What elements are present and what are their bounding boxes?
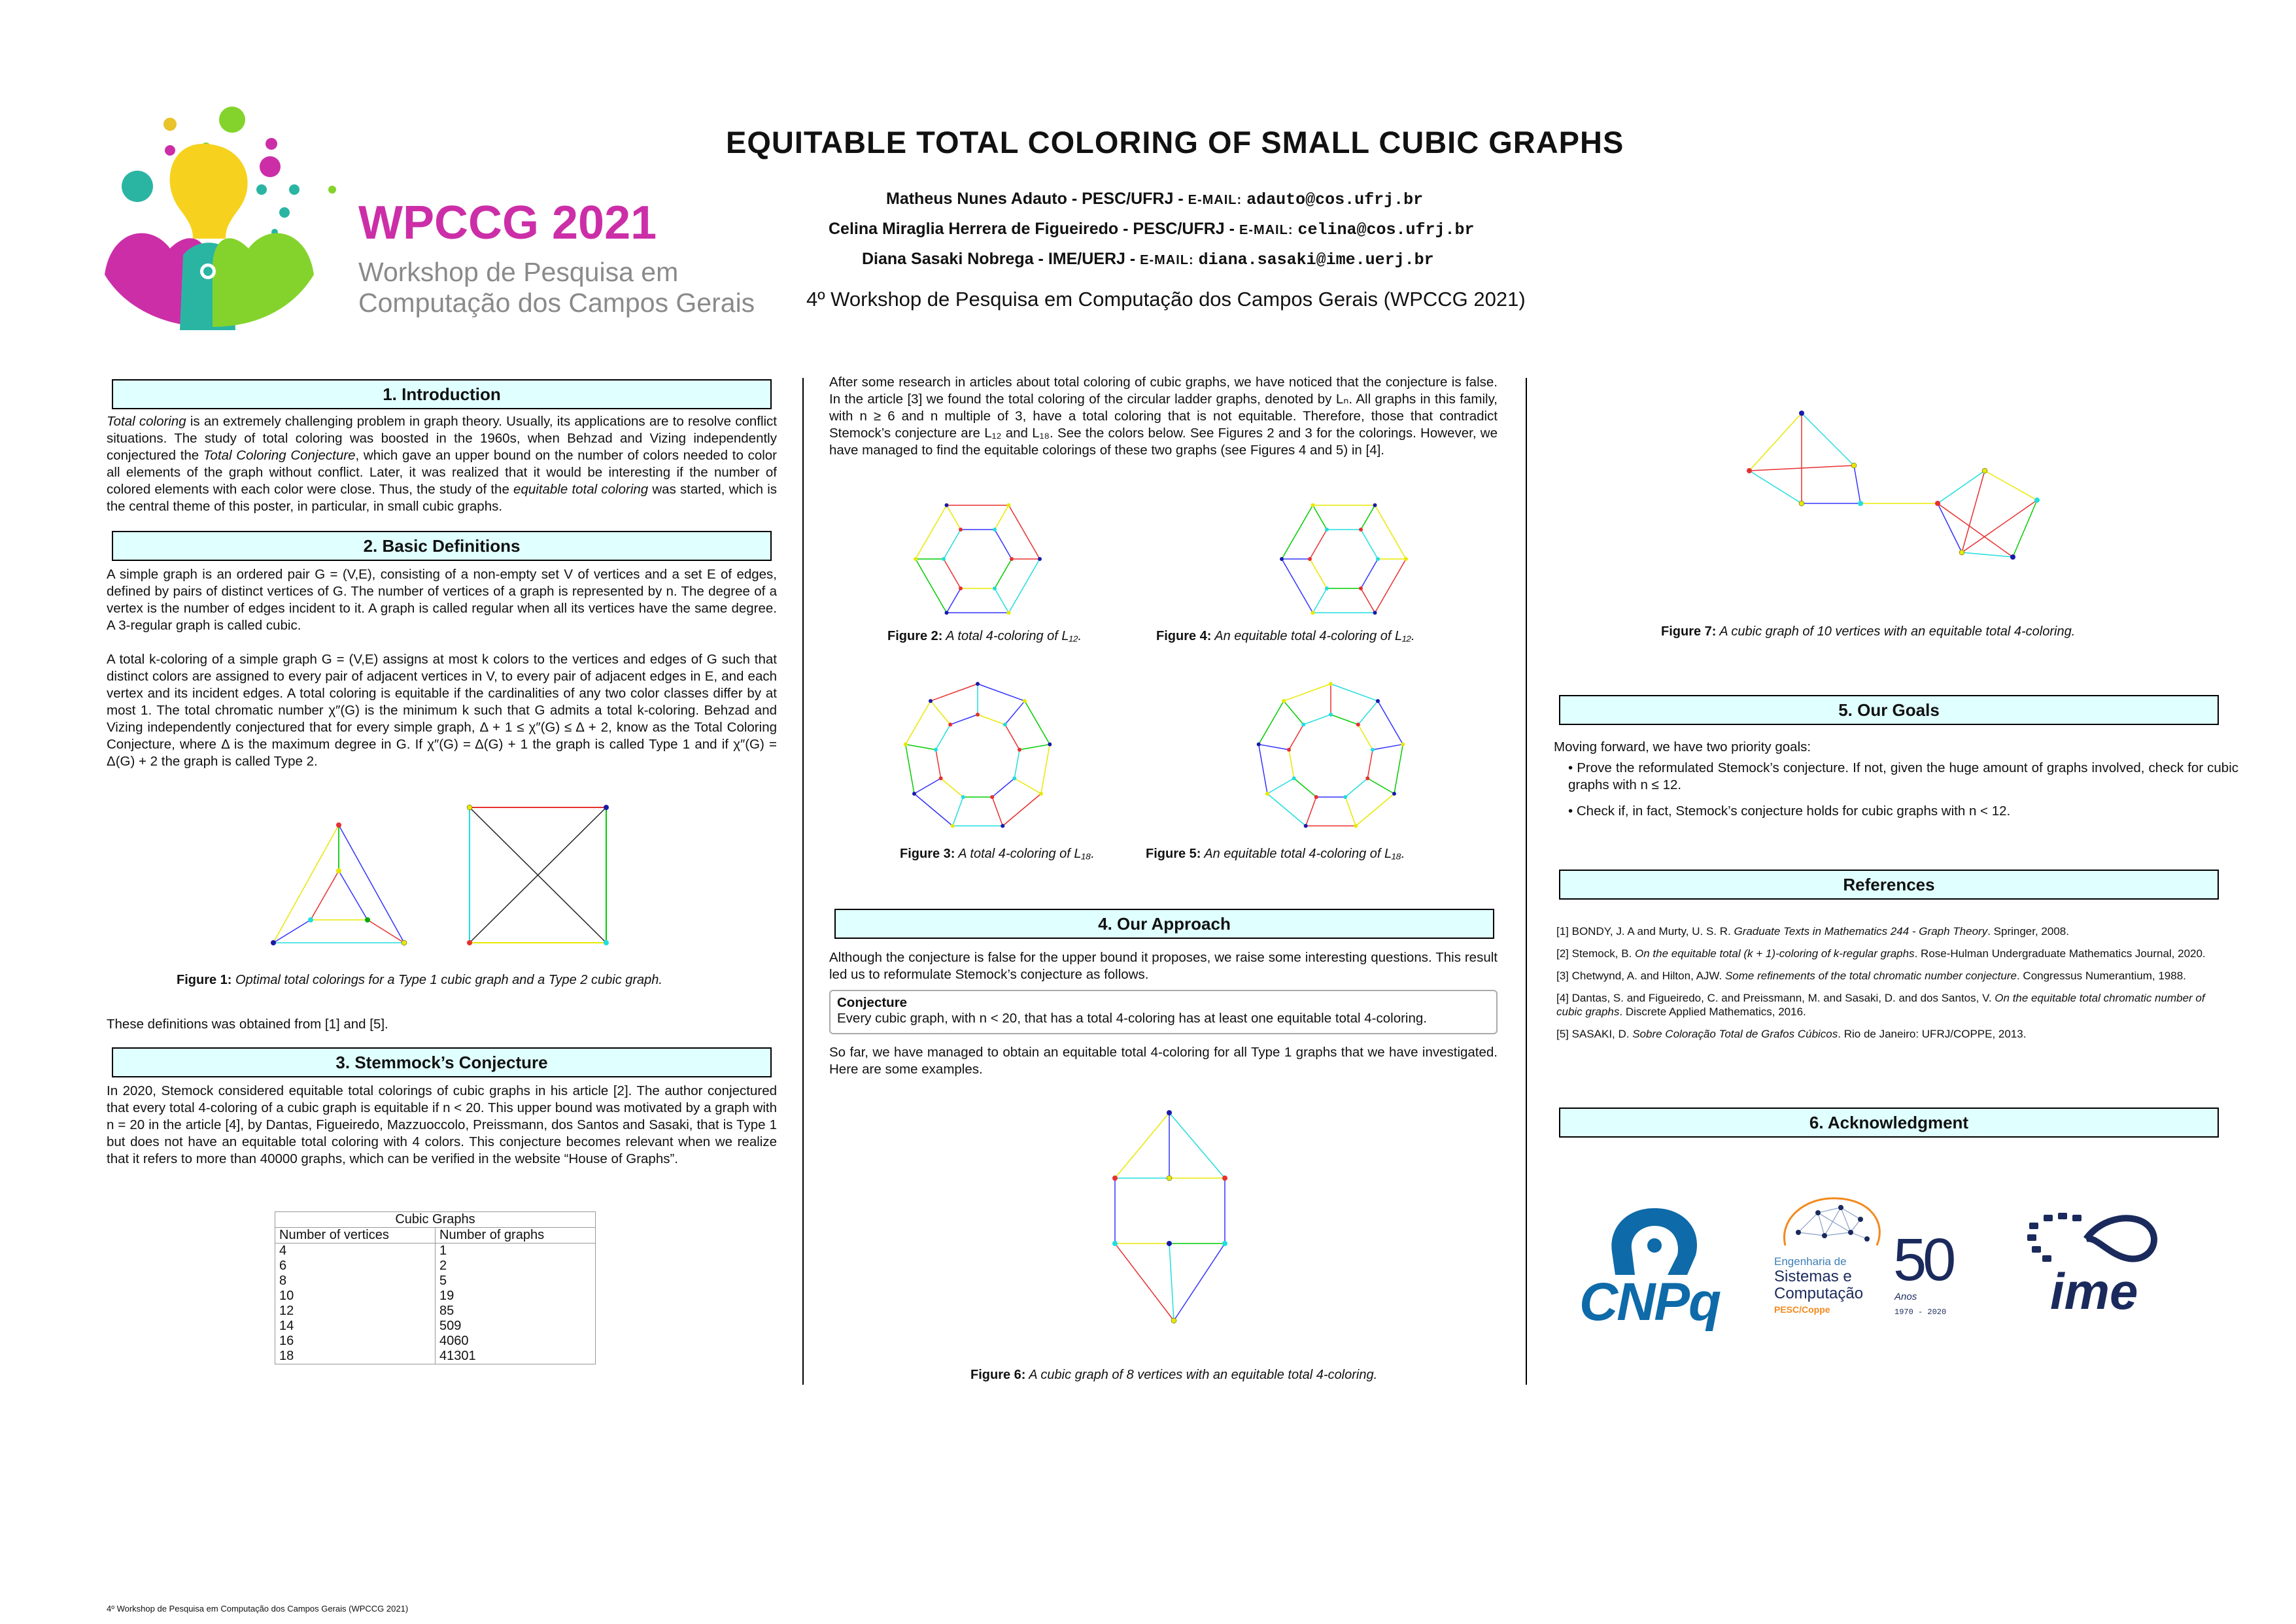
graph-vertex bbox=[1376, 699, 1380, 703]
section-heading-acknowledgment: 6. Acknowledgment bbox=[1559, 1108, 2219, 1138]
graph-vertex bbox=[1329, 682, 1333, 686]
figure-2-caption: Figure 2: A total 4-coloring of L₁₂. bbox=[887, 629, 1082, 643]
graph-edge bbox=[944, 530, 961, 559]
graph-vertex bbox=[1287, 748, 1291, 752]
column-divider bbox=[1526, 378, 1527, 1385]
table-row: 16 4060 bbox=[275, 1334, 596, 1349]
graph-edge bbox=[1259, 745, 1267, 794]
graph-edge bbox=[944, 559, 961, 588]
graph-edge bbox=[941, 779, 963, 798]
graph-edge bbox=[1014, 779, 1041, 794]
graph-edge bbox=[916, 505, 947, 559]
reference-item: [3] Chetwynd, A. and Hilton, AJW. Some refinements of the total chromatic number conjecture. Congressus Numerantium, 1988. bbox=[1556, 970, 2186, 982]
list-item: • Check if, in fact, Stemock’s conjecture holds for cubic graphs with n < 12. bbox=[1568, 804, 2011, 819]
pesc-logo bbox=[1769, 1193, 1978, 1337]
graph-edge bbox=[936, 750, 941, 779]
workshop-name: 4º Workshop de Pesquisa em Computação dos Campos Gerais (WPCCG 2021) bbox=[806, 288, 1526, 311]
figure-1-caption: Figure 1: Optimal total colorings for a Type 1 cubic graph and a Type 2 cubic graph. bbox=[177, 973, 662, 987]
graph-vertex bbox=[1308, 557, 1312, 561]
k4-type1-graph bbox=[271, 822, 407, 945]
graph-vertex bbox=[929, 699, 933, 703]
graph-vertex bbox=[1003, 722, 1007, 726]
graph-vertex bbox=[1359, 586, 1363, 590]
graph-vertex bbox=[914, 557, 917, 561]
table-row: 18 41301 bbox=[275, 1349, 596, 1364]
graph-vertex bbox=[1365, 777, 1369, 781]
section-heading-introduction: 1. Introduction bbox=[112, 379, 772, 409]
email-link[interactable]: diana.sasaki@ime.uerj.br bbox=[1198, 250, 1434, 269]
pesc-years: 1970 - 2020 bbox=[1894, 1308, 1947, 1317]
cnpq-logo bbox=[1579, 1203, 1730, 1334]
graph-vertex bbox=[1356, 722, 1360, 726]
figure-3-graph bbox=[899, 680, 1056, 837]
graph-edge bbox=[1009, 505, 1040, 559]
graph-vertex bbox=[1401, 743, 1405, 747]
graph-vertex bbox=[945, 611, 949, 615]
graph-edge bbox=[1358, 701, 1378, 724]
graph-edge bbox=[1259, 701, 1284, 744]
figure-6-graph bbox=[1105, 1105, 1236, 1334]
references-list bbox=[1556, 924, 2223, 1049]
graph-edge bbox=[1310, 530, 1327, 559]
column-divider bbox=[802, 378, 804, 1385]
figure-1-graphs bbox=[262, 798, 628, 955]
goals-list bbox=[1554, 760, 2238, 829]
graph-edge bbox=[1313, 505, 1328, 530]
definitions-source-note: These definitions was obtained from [1] and [5]. bbox=[107, 1017, 388, 1032]
graph-vertex bbox=[1343, 795, 1347, 799]
circular-ladder-text: After some research in articles about total coloring of cubic graphs, we have noticed that the conjecture is false. In the article [3] we found the total coloring of the circular ladder graphs, denoted by Lₙ. All graphs in this family, with n ≥ 6 and n multiple of 3, have a total coloring that is not equitable. Therefore, those that contradict Stemock’s conjecture are L₁₂ and L₁₈. See the colors below. See Figures 2 and 3 for the colorings. However, we have managed to find the equitable colorings of these two graphs (see Figures 4 and 5) in [4]. bbox=[829, 375, 1498, 458]
graph-edge bbox=[1358, 724, 1373, 750]
graph-vertex bbox=[1354, 824, 1358, 828]
wpccg-logo-icon bbox=[98, 98, 347, 340]
network-brain-icon bbox=[1779, 1193, 1890, 1252]
section-heading-stemmock: 3. Stemmock’s Conjecture bbox=[112, 1047, 772, 1077]
graph-vertex bbox=[1007, 503, 1011, 507]
figure-4-graph bbox=[1272, 494, 1416, 624]
pesc-line3: Computação bbox=[1774, 1285, 1864, 1302]
graph-edge bbox=[1367, 750, 1373, 779]
graph-edge bbox=[1361, 588, 1375, 613]
graph-edge bbox=[953, 797, 963, 826]
graph-edge bbox=[1356, 794, 1394, 826]
graph-edge bbox=[1303, 715, 1331, 724]
graph-vertex bbox=[1257, 743, 1261, 747]
graph-edge bbox=[906, 745, 936, 750]
footer-text: 4º Workshop de Pesquisa em Computação dos Campos Gerais (WPCCG 2021) bbox=[107, 1604, 409, 1614]
graph-vertex bbox=[1001, 824, 1004, 828]
graph-vertex bbox=[1010, 557, 1014, 561]
graph-vertex bbox=[1280, 557, 1284, 561]
graph-edge bbox=[995, 588, 1009, 613]
graph-edge bbox=[1394, 745, 1403, 794]
ime-logo bbox=[2024, 1210, 2174, 1327]
graph-vertex bbox=[1314, 795, 1318, 799]
graph-vertex bbox=[990, 795, 994, 799]
graph-edge bbox=[1002, 794, 1041, 826]
conjecture-box bbox=[829, 990, 1498, 1034]
graph-vertex bbox=[904, 743, 908, 747]
wpccg-logo bbox=[98, 98, 347, 340]
k4-type2-graph bbox=[467, 805, 609, 945]
graph-edge bbox=[1294, 779, 1316, 798]
section-heading-references: References bbox=[1559, 870, 2219, 900]
graph-edge bbox=[1005, 724, 1019, 750]
author-name: Celina Miraglia Herrera de Figueiredo - PESC/UFRJ - bbox=[829, 220, 1239, 238]
graph-edge bbox=[936, 724, 950, 750]
table-title: Cubic Graphs bbox=[275, 1212, 596, 1228]
graph-edge bbox=[1284, 684, 1331, 701]
graph-edge bbox=[1345, 797, 1356, 826]
graph-vertex bbox=[1359, 528, 1363, 532]
reference-item: [4] Dantas, S. and Figueiredo, C. and Preissmann, M. and Sasaki, D. and dos Santos, V. On the equitable total chromatic number of cubic graphs. Discrete Applied Mathematics, 2016. bbox=[1556, 992, 2205, 1018]
intro-text: Total coloring is an extremely challenging problem in graph theory. Usually, its applications are to resolve conflict situations. The study of total coloring was boosted in the 1960s, when Behzad and Vizing independently conjectured the Total Coloring Conjecture, which gave an upper bound on the number of colors needed to color all elements of the graph without conflict. Later, it was realized that it would be interesting if the number of colored elements with each color were close. Thus, the study of the equitable total coloring was started, which is the central theme of this poster, in particular, in small cubic graphs. bbox=[107, 414, 777, 514]
graph-vertex bbox=[939, 777, 943, 781]
graph-vertex bbox=[942, 557, 946, 561]
cnpq-text: CNPq bbox=[1579, 1272, 1721, 1332]
graph-vertex bbox=[1023, 699, 1027, 703]
table-row: 8 5 bbox=[275, 1274, 596, 1289]
author-name: Diana Sasaki Nobrega - IME/UERJ - bbox=[862, 250, 1140, 268]
graph-edge bbox=[1331, 715, 1358, 724]
stemmock-text: In 2020, Stemock considered equitable total colorings of cubic graphs in his article [2]. The author conjectured that every total 4-coloring of a cubic graph is equitable if n < 20. This upper bound was motivated by a graph with n = 20 in the article [4], by Dantas, Figueiredo, Mazzuoccolo, Preissmann, dos Santos and Sasaki, that is Type 1 but does not have an equitable total coloring with 4 colors. This conjecture becomes relevant when we realize that it refers to more than 40000 graphs, which can be verified in the website “House of Graphs”. bbox=[107, 1083, 777, 1166]
table-row: 4 1 bbox=[275, 1243, 596, 1259]
table-row: 6 2 bbox=[275, 1259, 596, 1274]
section-heading-basic-definitions: 2. Basic Definitions bbox=[112, 531, 772, 561]
email-label: E-MAIL: bbox=[1239, 223, 1294, 237]
graph-edge bbox=[1014, 750, 1019, 779]
author-2 bbox=[829, 220, 1474, 239]
graph-edge bbox=[1267, 779, 1294, 794]
graph-edge bbox=[1025, 701, 1050, 744]
graph-edge bbox=[916, 559, 947, 613]
graph-edge bbox=[992, 779, 1014, 798]
graph-edge bbox=[995, 530, 1012, 559]
graph-edge bbox=[1373, 745, 1403, 750]
table-header: Number of graphs bbox=[436, 1228, 596, 1243]
graph-edge bbox=[1367, 779, 1394, 794]
poster-title: EQUITABLE TOTAL COLORING OF SMALL CUBIC GRAPHS bbox=[726, 125, 1624, 160]
table-row: 10 19 bbox=[275, 1289, 596, 1304]
graph-vertex bbox=[1265, 792, 1269, 796]
table-header: Number of vertices bbox=[275, 1228, 436, 1243]
email-link[interactable]: adauto@cos.ufrj.br bbox=[1246, 190, 1424, 209]
pesc-50: 50 bbox=[1893, 1226, 1953, 1293]
graph-edge bbox=[906, 745, 914, 794]
graph-vertex bbox=[1329, 713, 1333, 717]
pesc-line2: Sistemas e bbox=[1774, 1268, 1852, 1285]
author-3 bbox=[862, 250, 1434, 269]
graph-edge bbox=[995, 559, 1012, 588]
author-name: Matheus Nunes Adauto - PESC/UFRJ - bbox=[886, 190, 1188, 208]
graph-vertex bbox=[1039, 792, 1043, 796]
figure-5-graph bbox=[1252, 680, 1409, 837]
graph-vertex bbox=[1018, 748, 1021, 752]
graph-edge bbox=[931, 684, 978, 701]
graph-edge bbox=[1310, 559, 1327, 588]
graph-edge bbox=[1259, 745, 1289, 750]
graph-vertex bbox=[912, 792, 916, 796]
approach-text-1: Although the conjecture is false for the upper bound it proposes, we raise some interesting questions. This result led us to reformulate Stemock’s conjecture as follows. bbox=[829, 950, 1498, 982]
reference-item: [2] Stemock, B. On the equitable total (k + 1)-coloring of k-regular graphs. Rose-Hulman Undergraduate Mathematics Journal, 2020. bbox=[1556, 947, 2206, 960]
graph-vertex bbox=[1282, 699, 1286, 703]
conjecture-title: Conjecture bbox=[837, 995, 908, 1010]
figure-6-caption: Figure 6: A cubic graph of 8 vertices with an equitable total 4-coloring. bbox=[970, 1368, 1378, 1382]
graph-vertex bbox=[1376, 557, 1380, 561]
graph-vertex bbox=[1325, 528, 1329, 532]
graph-edge bbox=[1345, 779, 1367, 798]
figure-5-caption: Figure 5: An equitable total 4-coloring of L₁₈. bbox=[1146, 847, 1405, 861]
graph-vertex bbox=[1325, 586, 1329, 590]
graph-vertex bbox=[993, 586, 997, 590]
graph-edge bbox=[1361, 530, 1378, 559]
graph-edge bbox=[906, 701, 931, 744]
list-item: • Prove the reformulated Stemock’s conjecture. If not, given the huge amount of graphs involved, check for cubic graphs with n ≤ 12. bbox=[1568, 760, 2239, 792]
graph-edge bbox=[1041, 745, 1050, 794]
graph-vertex bbox=[959, 586, 963, 590]
graph-edge bbox=[992, 797, 1002, 826]
graph-vertex bbox=[1371, 748, 1375, 752]
graph-edge bbox=[1009, 559, 1040, 613]
graph-edge bbox=[1267, 794, 1306, 826]
graph-vertex bbox=[1048, 743, 1052, 747]
graph-vertex bbox=[976, 682, 980, 686]
graph-edge bbox=[950, 715, 978, 724]
graph-vertex bbox=[1292, 777, 1296, 781]
approach-text-2: So far, we have managed to obtain an equitable total 4-coloring for all Type 1 graphs that we have investigated. Here are some examples. bbox=[829, 1045, 1498, 1077]
graph-edge bbox=[995, 505, 1009, 530]
pesc-line4: PESC/Coppe bbox=[1774, 1304, 1830, 1315]
graph-edge bbox=[1289, 724, 1303, 750]
graph-vertex bbox=[951, 824, 955, 828]
graph-vertex bbox=[945, 503, 949, 507]
graph-edge bbox=[1375, 559, 1407, 613]
graph-vertex bbox=[1404, 557, 1408, 561]
graph-edge bbox=[1313, 588, 1328, 613]
graph-vertex bbox=[959, 528, 963, 532]
section-heading-our-goals: 5. Our Goals bbox=[1559, 695, 2219, 725]
graph-edge bbox=[1282, 559, 1313, 613]
graph-vertex bbox=[1373, 611, 1377, 615]
graph-edge bbox=[1375, 505, 1407, 559]
cnpq-head-icon bbox=[1579, 1203, 1730, 1281]
graph-edge bbox=[978, 684, 1025, 701]
figure-7-graph bbox=[1739, 405, 2047, 569]
graph-edge bbox=[1284, 701, 1303, 724]
graph-edge bbox=[1019, 745, 1050, 750]
graph-edge bbox=[1306, 797, 1316, 826]
figure-3-caption: Figure 3: A total 4-coloring of L₁₈. bbox=[900, 847, 1095, 861]
graph-vertex bbox=[948, 722, 952, 726]
graph-edge bbox=[947, 588, 961, 613]
figure-4-caption: Figure 4: An equitable total 4-coloring of L₁₂. bbox=[1156, 629, 1415, 643]
logo-title: WPCCG 2021 bbox=[358, 197, 657, 249]
graph-edge bbox=[931, 701, 950, 724]
graph-vertex bbox=[1304, 824, 1308, 828]
graph-edge bbox=[1282, 505, 1313, 559]
logo-line1: Workshop de Pesquisa em bbox=[358, 257, 679, 287]
graph-vertex bbox=[1012, 777, 1016, 781]
author-1 bbox=[886, 190, 1423, 209]
graph-edge bbox=[1289, 750, 1294, 779]
graph-vertex bbox=[1373, 503, 1377, 507]
graph-vertex bbox=[1311, 503, 1315, 507]
section-heading-our-approach: 4. Our Approach bbox=[834, 909, 1494, 939]
pesc-line1: Engenharia de bbox=[1774, 1255, 1847, 1268]
reference-item: [1] BONDY, J. A and Murty, U. S. R. Graduate Texts in Mathematics 244 - Graph Theory. Springer, 2008. bbox=[1556, 925, 2069, 938]
graph-edge bbox=[1378, 701, 1403, 744]
graph-edge bbox=[1361, 559, 1378, 588]
graph-vertex bbox=[1311, 611, 1315, 615]
graph-vertex bbox=[961, 795, 965, 799]
graph-edge bbox=[1331, 684, 1378, 701]
graph-edge bbox=[914, 794, 953, 826]
graph-edge bbox=[914, 779, 941, 794]
email-label: E-MAIL: bbox=[1188, 193, 1242, 207]
graph-edge bbox=[978, 715, 1005, 724]
graph-vertex bbox=[1301, 722, 1305, 726]
graph-vertex bbox=[1392, 792, 1396, 796]
graph-edge bbox=[1361, 505, 1375, 530]
figure-7-caption: Figure 7: A cubic graph of 10 vertices with an equitable total 4-coloring. bbox=[1661, 624, 2076, 639]
basic-definitions-text-2: A total k-coloring of a simple graph G = (V,E) assigns at most k colors to the vertices and edges of G such that distinct colors are assigned to every pair of adjacent vertices in V, to every pair of adjacent edges in E, and each vertex and its incident edges. A total coloring is equitable if the cardinalities of any two color classes differ by at most 1. The total chromatic number χ″(G) is the minimum k such that G admits a total k-coloring. Behzad and Vizing independently conjectured that for every simple graph, Δ + 1 ≤ χ″(G) ≤ Δ + 2, know as the Total Coloring Conjecture, where Δ is the maximum degree in G. If χ″(G) = Δ(G) + 1 the graph is called Type 1 and if χ″(G) = Δ(G) + 2 the graph is called Type 2. bbox=[107, 652, 777, 769]
graph-edge bbox=[1005, 701, 1025, 724]
table-row: 14 509 bbox=[275, 1319, 596, 1334]
graph-vertex bbox=[1038, 557, 1042, 561]
email-link[interactable]: celina@cos.ufrj.br bbox=[1297, 220, 1475, 239]
graph-vertex bbox=[1007, 611, 1011, 615]
reference-item: [5] SASAKI, D. Sobre Coloração Total de Grafos Cúbicos. Rio de Janeiro: UFRJ/COPPE, 2013. bbox=[1556, 1028, 2027, 1040]
graph-vertex bbox=[976, 713, 980, 717]
graph-edge bbox=[947, 505, 961, 530]
table-row: 12 85 bbox=[275, 1304, 596, 1319]
figure-2-graph bbox=[906, 494, 1050, 624]
cubic-graphs-table bbox=[275, 1211, 596, 1364]
graph-vertex bbox=[934, 748, 938, 752]
conjecture-text: Every cubic graph, with n < 20, that has a total 4-coloring has at least one equitable total 4-coloring. bbox=[837, 1011, 1427, 1026]
goals-intro: Moving forward, we have two priority goals: bbox=[1554, 739, 1811, 754]
email-label: E-MAIL: bbox=[1140, 253, 1194, 267]
ime-text: ime bbox=[2050, 1262, 2138, 1320]
logo-line2: Computação dos Campos Gerais bbox=[358, 288, 755, 318]
basic-definitions-text-1: A simple graph is an ordered pair G = (V,E), consisting of a non-empty set V of vertices and a set E of edges, defined by pairs of distinct vertices of G. The number of vertices of a graph is represented by n. The degree of a vertex is the number of edges incident to it. A graph is called regular when all its vertices have the same degree. A 3-regular graph is called cubic. bbox=[107, 567, 777, 633]
pesc-anos: Anos bbox=[1894, 1291, 1917, 1302]
graph-vertex bbox=[993, 528, 997, 532]
